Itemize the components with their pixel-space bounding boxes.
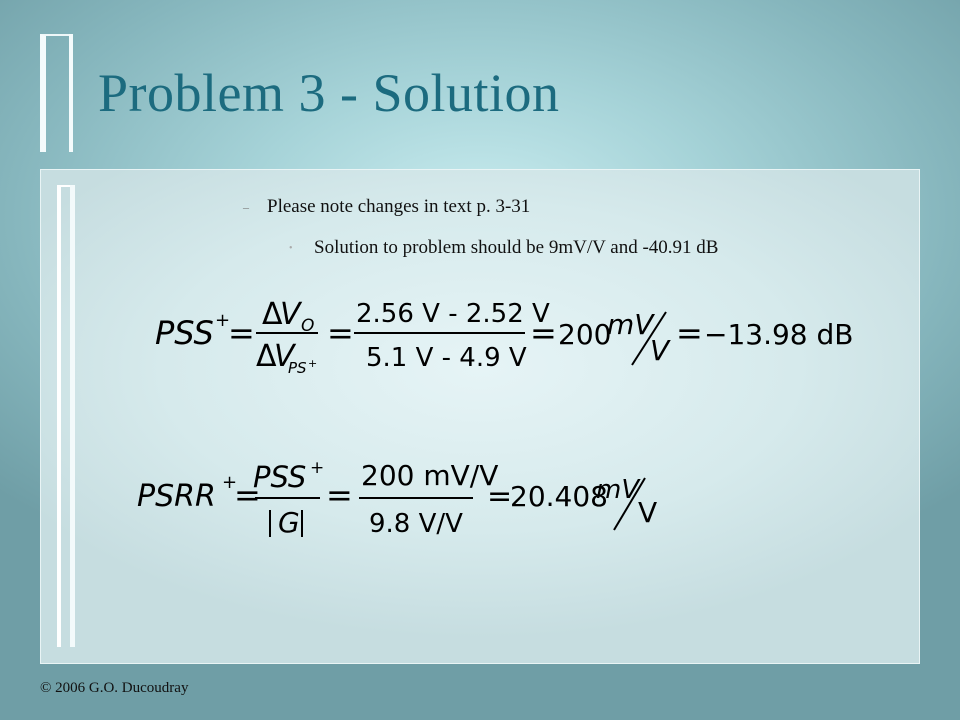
eq1-den-subsup: + (308, 357, 318, 370)
eq1-lhs: PSS (155, 314, 214, 352)
bullet-text-changes: Please note changes in text p. 3-31 (267, 196, 531, 217)
eq1-num-sub: O (301, 316, 315, 336)
eq1-equals-3: = (530, 314, 557, 352)
eq2-equals-3: = (487, 479, 513, 514)
eq2-equals-2: = (326, 476, 353, 514)
eq1-den-delta: Δ (256, 339, 277, 374)
dot-bullet-icon: • (289, 243, 293, 254)
eq1-num-var: V (280, 297, 301, 332)
eq2-frac1-num: PSS (253, 460, 307, 494)
eq1-unit-num: mV (607, 308, 654, 341)
eq2-frac1-den: G (278, 506, 300, 539)
eq1-equals-1: = (228, 314, 255, 352)
eq1-den-sub: PS (288, 359, 307, 377)
eq2-value: 20.408 (510, 480, 608, 513)
eq2-frac2-num: 200 mV/V (361, 459, 499, 492)
dash-bullet-icon: – (243, 200, 249, 214)
eq2-frac2-den: 9.8 V/V (369, 509, 463, 539)
slide-title: Problem 3 - Solution (98, 63, 560, 123)
eq2-equals-1: = (234, 476, 261, 514)
eq1-lhs-sup: + (215, 310, 231, 331)
eq1-db-value: −13.98 dB (704, 318, 854, 351)
eq1-unit-den: V (650, 334, 670, 367)
eq2-lhs: PSRR (137, 479, 216, 514)
eq1-equals-4: = (676, 314, 703, 352)
eq2-unit-num: mV (596, 475, 640, 505)
eq1-num-delta: Δ (262, 297, 283, 332)
eq1-den-var: V (274, 339, 295, 374)
copyright-footer: © 2006 G.O. Ducoudray (40, 680, 189, 696)
eq1-frac2-num: 2.56 V - 2.52 V (356, 299, 550, 329)
eq1-frac2-den: 5.1 V - 4.9 V (366, 343, 527, 373)
eq2-unit-den: V (638, 496, 658, 529)
eq1-value: 200 (558, 318, 612, 351)
eq2-lhs-sup: + (222, 472, 238, 493)
eq2-frac1-num-sup: + (310, 458, 325, 478)
bullet-text-solution: Solution to problem should be 9mV/V and -40.91 dB (314, 237, 719, 258)
eq1-equals-2: = (327, 314, 354, 352)
